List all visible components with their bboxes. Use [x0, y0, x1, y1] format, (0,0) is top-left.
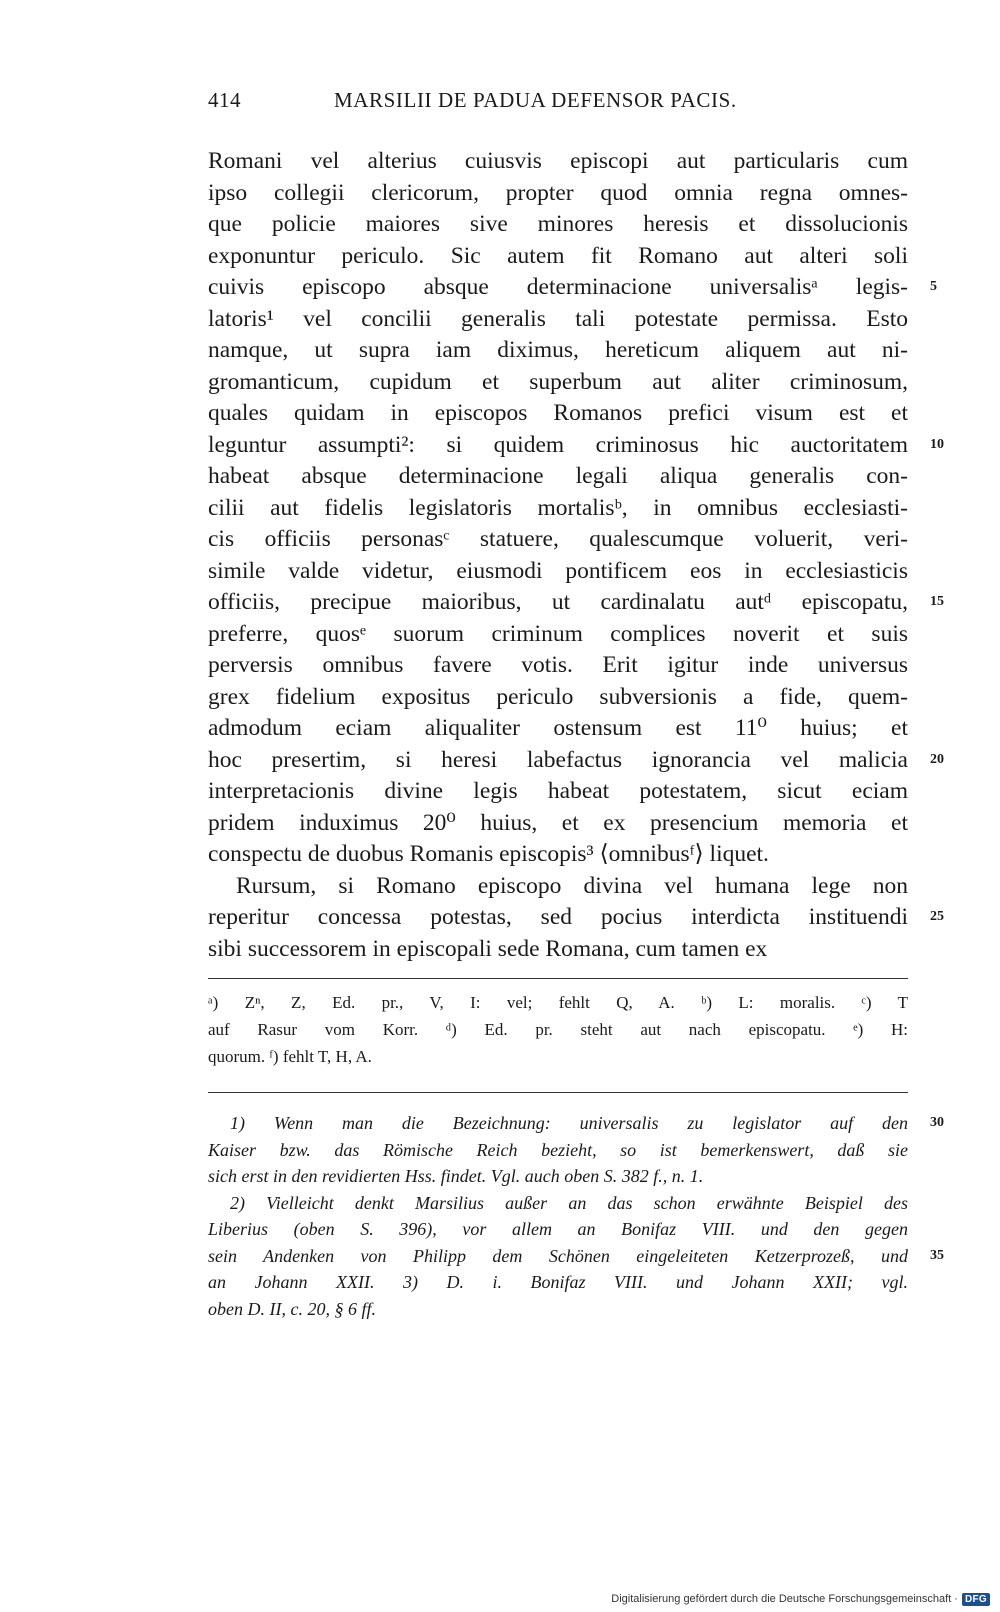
running-head	[208, 88, 908, 118]
text-line: leguntur assumpti²: si quidem criminosus hic auctoritatem	[208, 431, 908, 458]
note-line: sein Andenken von Philipp dem Schönen eingeleiteten Ketzerprozeß, und	[208, 1245, 908, 1266]
text-line: exponuntur periculo. Sic autem fit Romano aut alteri soli	[208, 242, 908, 269]
text-line: Romani vel alterius cuiusvis episcopi aut particularis cum	[208, 148, 908, 174]
text-line: namque, ut supra iam diximus, hereticum aliquem aut ni-	[208, 337, 908, 363]
line-number: 20	[930, 751, 944, 767]
text-line: habeat absque determinacione legali aliqua generalis con-	[208, 463, 908, 489]
text-line: simile valde videtur, eiusmodi pontificem eos in ecclesiasticis	[208, 557, 908, 584]
text-line: cis officiis personasᶜ statuere, qualescumque voluerit, veri-	[208, 526, 908, 552]
text-line: officiis, precipue maioribus, ut cardinalatu autᵈ episcopatu,	[208, 589, 908, 615]
text-line: cilii aut fidelis legislatoris mortalisᵇ, in omnibus ecclesiasti-	[208, 494, 908, 521]
credit-text: Digitalisierung gefördert durch die Deutsche Forschungsgemeinschaft ·	[611, 1593, 958, 1605]
note-line: Kaiser bzw. das Römische Reich bezieht, so ist bemerkenswert, daß sie	[208, 1139, 908, 1160]
text-line: grex fidelium expositus periculo subversionis a fide, quem-	[208, 683, 908, 710]
page-number: 414	[208, 88, 241, 112]
digitization-credit	[611, 1590, 990, 1608]
line-number: 15	[930, 594, 944, 609]
text-line: hoc presertim, si heresi labefactus ignorancia vel malicia	[208, 746, 908, 773]
text-line: gromanticum, cupidum et superbum aut aliter criminosum,	[208, 368, 908, 395]
running-title: MARSILII DE PADUA DEFENSOR PACIS.	[334, 88, 737, 112]
text-line: ipso collegii clericorum, propter quod omnia regna omnes-	[208, 179, 908, 206]
apparatus-line: auf Rasur vom Korr. ᵈ) Ed. pr. steht aut nach episcopatu. ᵉ) H:	[208, 1020, 908, 1039]
dfg-logo: DFG	[962, 1593, 990, 1606]
text-line: quales quidam in episcopos Romanos prefici visum est et	[208, 400, 908, 426]
line-number: 5	[930, 279, 937, 294]
note-line: Liberius (oben S. 396), vor allem an Bonifaz VIII. und den gegen	[208, 1219, 908, 1239]
text-line: preferre, quosᵉ suorum criminum complices noverit et suis	[208, 620, 908, 647]
text-line: conspectu de duobus Romanis episcopis³ ⟨omnibusᶠ⟩ liquet.	[208, 841, 769, 867]
text-line: cuivis episcopo absque determinacione universalisᵃ legis-	[208, 274, 908, 300]
text-line: latoris¹ vel concilii generalis tali potestate permissa. Esto	[208, 305, 908, 332]
apparatus-rule	[208, 978, 908, 979]
notes-rule	[208, 1092, 908, 1093]
note-line: 2) Vielleicht denkt Marsilius außer an das schon erwähnte Beispiel des	[230, 1192, 908, 1213]
note-line-number: 30	[930, 1115, 944, 1130]
apparatus-line: quorum. ᶠ) fehlt T, H, A.	[208, 1047, 372, 1066]
line-number: 25	[930, 909, 944, 924]
note-line: oben D. II, c. 20, § 6 ff.	[208, 1298, 376, 1319]
text-line: interpretacionis divine legis habeat potestatem, sicut eciam	[208, 778, 908, 804]
text-line: pridem induximus 20⁰ huius, et ex presencium memoria et	[208, 809, 908, 836]
note-line-number: 35	[930, 1247, 944, 1263]
text-line: reperitur concessa potestas, sed pocius interdicta instituendi	[208, 904, 908, 930]
note-line: an Johann XXII. 3) D. i. Bonifaz VIII. und Johann XXII; vgl.	[208, 1272, 908, 1292]
line-number: 10	[930, 436, 944, 452]
note-line: 1) Wenn man die Bezeichnung: universalis zu legislator auf den	[230, 1113, 908, 1133]
text-line: que policie maiores sive minores heresis et dissolucionis	[208, 211, 908, 237]
text-line: sibi successorem in episcopali sede Romana, cum tamen ex	[208, 935, 768, 962]
note-line: sich erst in den revidierten Hss. findet. Vgl. auch oben S. 382 f., n. 1.	[208, 1166, 704, 1186]
text-line: perversis omnibus favere votis. Erit igitur inde universus	[208, 652, 908, 678]
apparatus-line: ᵃ) Zⁿ, Z, Ed. pr., V, I: vel; fehlt Q, A. ᵇ) L: moralis. ᶜ) T	[208, 993, 908, 1012]
text-line: admodum eciam aliqualiter ostensum est 11⁰ huius; et	[208, 715, 908, 741]
text-line: Rursum, si Romano episcopo divina vel humana lege non	[236, 872, 908, 899]
